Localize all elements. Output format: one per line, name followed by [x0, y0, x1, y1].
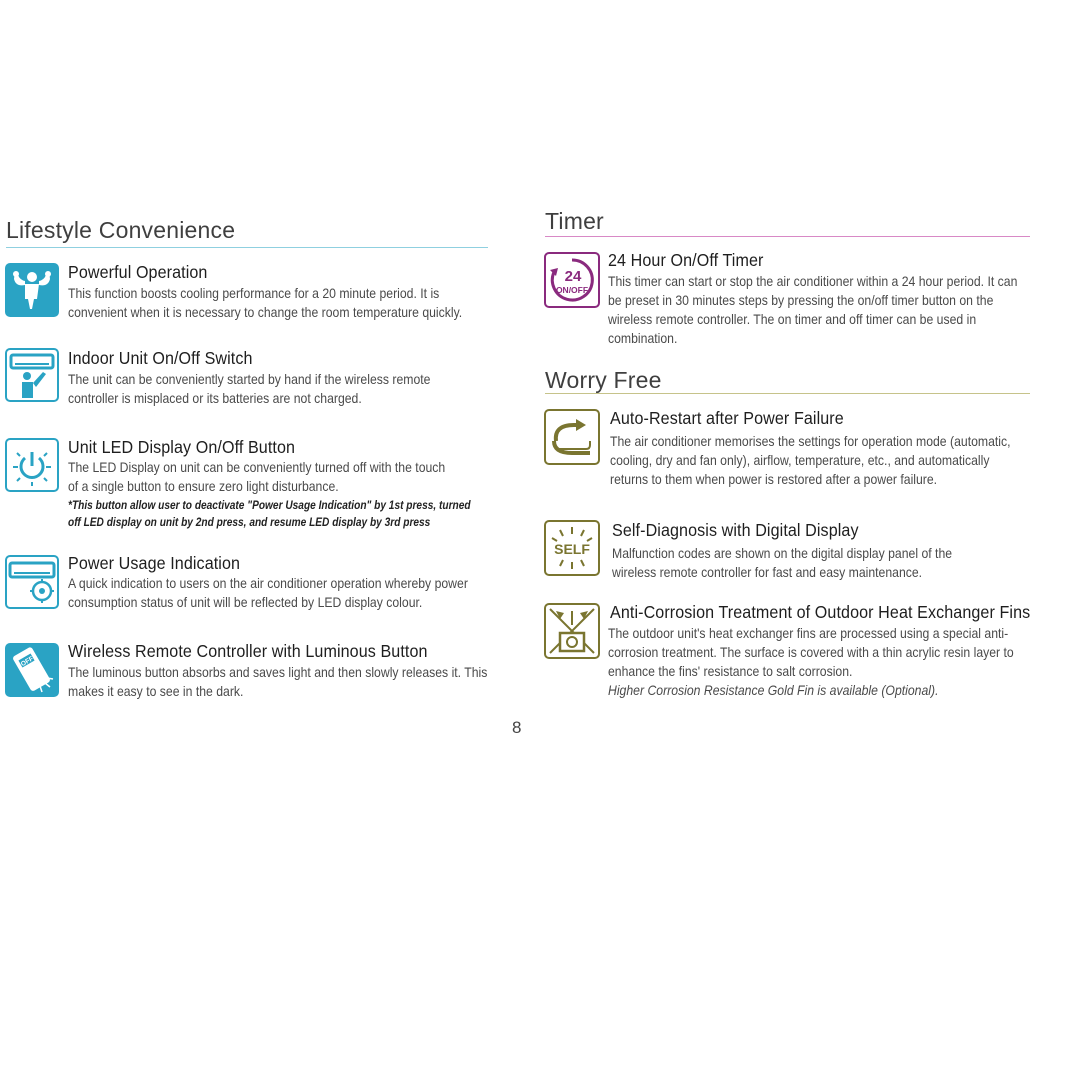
timer-divider [545, 236, 1030, 237]
feature-title: Anti-Corrosion Treatment of Outdoor Heat Exchanger Fins [610, 602, 1031, 622]
page-number: 8 [512, 718, 522, 737]
timer-icon-label: ON/OFF [555, 285, 589, 295]
feature-title: Powerful Operation [68, 262, 208, 282]
self-icon-label: SELF [554, 541, 590, 557]
feature-description: The air conditioner memorises the settings for operation mode (automatic, cooling, dry and fan only), airflow, temperature, etc., and automatically returns to them when power is restored after a power failure. [610, 434, 1011, 487]
feature-title: Self-Diagnosis with Digital Display [612, 520, 859, 540]
timer-section-title: Timer [545, 208, 604, 234]
worry-free-section-title: Worry Free [545, 367, 662, 393]
timer-icon-number: 24 [564, 268, 582, 285]
feature-title: Wireless Remote Controller with Luminous Button [68, 641, 428, 661]
timer-24h-icon [544, 252, 600, 308]
muscle-icon [5, 263, 59, 317]
feature-title: 24 Hour On/Off Timer [608, 250, 764, 270]
feature-description: This function boosts cooling performance for a 20 minute period. It is convenient when it is necessary to change the room temperature quickly. [68, 286, 463, 320]
feature-description: The unit can be conveniently started by hand if the wireless remote controller is misplaced or its batteries are not charged. [68, 372, 431, 406]
power-led-icon [5, 438, 59, 492]
manual-switch-icon [5, 348, 59, 402]
self-diagnosis-icon [544, 520, 600, 576]
feature-title: Unit LED Display On/Off Button [68, 437, 296, 457]
feature-note: Higher Corrosion Resistance Gold Fin is available (Optional). [608, 683, 939, 698]
feature-note: *This button allow user to deactivate "Power Usage Indication" by 1st press, turned off LED display on unit by 2nd press, and resume LED display by 3rd press [68, 498, 471, 529]
feature-description-text: The outdoor unit's heat exchanger fins are processed using a special anti-corrosion treatment. The surface is covered with a thin acrylic resin layer to enhance the fins' resistance to salt corrosion. [608, 626, 1014, 679]
feature-title: Indoor Unit On/Off Switch [68, 348, 253, 368]
auto-restart-icon [544, 409, 600, 465]
remote-off-label: OFF [19, 655, 35, 669]
lifestyle-divider [6, 247, 488, 248]
worry-free-divider [545, 393, 1030, 394]
feature-title: Auto-Restart after Power Failure [610, 408, 844, 428]
feature-description: Malfunction codes are shown on the digital display panel of the wireless remote controller for fast and easy maintenance. [612, 546, 953, 580]
remote-controller-icon [5, 643, 59, 697]
feature-description: A quick indication to users on the air conditioner operation whereby power consumption status of unit will be reflected by LED display colour. [68, 576, 468, 610]
feature-title: Power Usage Indication [68, 553, 241, 573]
feature-description: The LED Display on unit can be conveniently turned off with the touch of a single button to ensure zero light disturbance. [68, 460, 446, 494]
feature-description [608, 624, 1036, 700]
feature-description: The luminous button absorbs and saves light and then slowly releases it. This makes it easy to see in the dark. [68, 665, 488, 699]
feature-description: This timer can start or stop the air conditioner within a 24 hour period. It can be preset in 30 minutes steps by pressing the on/off timer button on the wireless remote controller. The on timer and off timer can be used in combination. [608, 274, 1018, 346]
anti-corrosion-icon [544, 603, 600, 659]
lifestyle-section-title: Lifestyle Convenience [6, 217, 236, 243]
power-usage-icon [5, 555, 59, 609]
